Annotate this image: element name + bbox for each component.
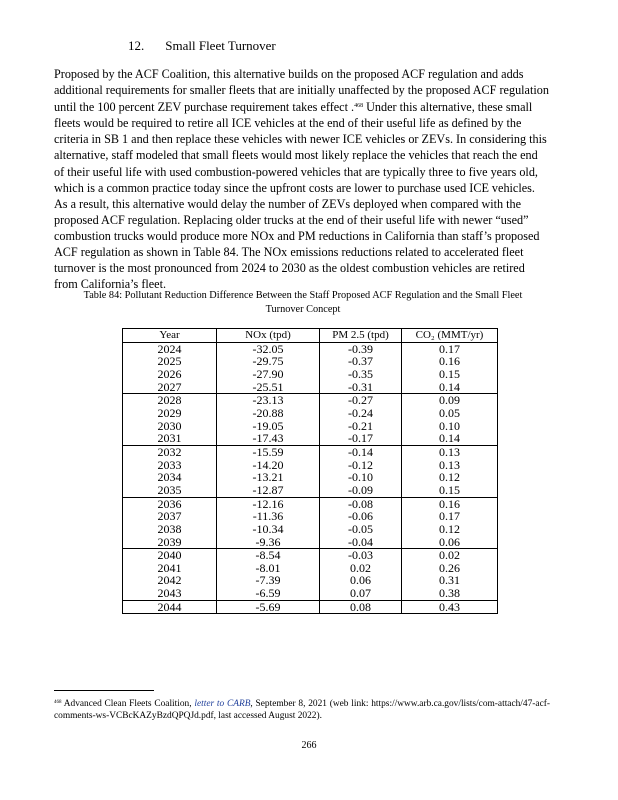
footnote-text-part1: Advanced Clean Fleets Coalition,: [61, 699, 195, 709]
cell-pm25: -0.10: [320, 471, 402, 484]
paragraph-text-part1: Proposed by the ACF Coalition, this alternative builds on the proposed ACF regulation and adds additional requirements for smaller fleets that are initially unaffected by the proposed ACF regulation until the 100 percent ZEV purchase requirement takes effect .: [54, 67, 549, 115]
cell-co2: 0.16: [402, 497, 498, 510]
footnote-text-part2: , September 8, 2021 (web link: https://www.arb.ca.gov/lists/com-attach/47-acf-comments-ws-VCBcKAZyBzdQPQJd.pdf, last accessed August 2022).: [54, 699, 550, 721]
cell-pm25: -0.06: [320, 510, 402, 523]
table-row: [123, 471, 498, 484]
table-row: [123, 523, 498, 536]
cell-co2: 0.14: [402, 432, 498, 445]
footnote: [54, 697, 550, 722]
footnote-marker: 468: [54, 700, 62, 705]
cell-co2: 0.17: [402, 342, 498, 355]
cell-co2: 0.12: [402, 523, 498, 536]
footnote-divider: [54, 690, 154, 691]
table-row: [123, 587, 498, 600]
paragraph-text-part2: Under this alternative, these small fleets would be required to retire all ICE vehicles at the end of their useful life as defined by the criteria in SB 1 and then replace these vehicles with newer ICE vehicles or ZEVs. In considering this alternative, staff modeled that small fleets would most likely replace the vehicles that reach the end of their useful life with used combustion-powered vehicles that are typically three to five years old, which is a common practice today since the upfront costs are lower to purchase used ICE vehicles. As a result, this alternative would delay the number of ZEVs deployed when compared with the proposed ACF regulation. Replacing older trucks at the end of their useful life with newer “used” combustion trucks would produce more NOx and PM reductions in California than staff’s proposed ACF regulation as shown in Table 84. The NOx emissions reductions related to accelerated fleet turnover is the most pronounced from 2024 to 2030 as the oldest combustion vehicles are retired from California’s fleet.: [54, 100, 547, 292]
cell-year: 2034: [123, 471, 217, 484]
cell-nox: -7.39: [217, 574, 320, 587]
page-number: 266: [301, 740, 317, 751]
cell-year: 2043: [123, 587, 217, 600]
cell-co2: 0.13: [402, 445, 498, 458]
cell-pm25: -0.35: [320, 368, 402, 381]
cell-year: 2025: [123, 355, 217, 368]
table-row: [123, 484, 498, 497]
cell-pm25: -0.21: [320, 420, 402, 433]
cell-pm25: -0.04: [320, 536, 402, 549]
cell-pm25: -0.17: [320, 432, 402, 445]
cell-year: 2026: [123, 368, 217, 381]
cell-year: 2028: [123, 394, 217, 407]
cell-year: 2033: [123, 459, 217, 472]
cell-nox: -20.88: [217, 407, 320, 420]
header-co2: CO₂ (MMT/yr): [402, 329, 498, 343]
cell-pm25: 0.06: [320, 574, 402, 587]
pollutant-table: [122, 328, 498, 614]
cell-co2: 0.15: [402, 484, 498, 497]
table-row: [123, 549, 498, 562]
table-row: [123, 536, 498, 549]
footnote-link[interactable]: letter to CARB: [194, 699, 251, 709]
cell-nox: -14.20: [217, 459, 320, 472]
table-row: [123, 432, 498, 445]
cell-nox: -11.36: [217, 510, 320, 523]
cell-nox: -23.13: [217, 394, 320, 407]
cell-pm25: 0.08: [320, 600, 402, 614]
table-row: [123, 394, 498, 407]
cell-nox: -27.90: [217, 368, 320, 381]
table-row: [123, 407, 498, 420]
cell-pm25: 0.07: [320, 587, 402, 600]
cell-pm25: -0.05: [320, 523, 402, 536]
cell-year: 2029: [123, 407, 217, 420]
table-row: [123, 510, 498, 523]
cell-co2: 0.06: [402, 536, 498, 549]
section-title: Small Fleet Turnover: [165, 38, 276, 53]
cell-year: 2031: [123, 432, 217, 445]
cell-co2: 0.09: [402, 394, 498, 407]
cell-nox: -17.43: [217, 432, 320, 445]
table-row: [123, 445, 498, 458]
cell-co2: 0.31: [402, 574, 498, 587]
table-row: [123, 368, 498, 381]
cell-year: 2038: [123, 523, 217, 536]
cell-nox: -12.87: [217, 484, 320, 497]
cell-nox: -13.21: [217, 471, 320, 484]
cell-nox: -5.69: [217, 600, 320, 614]
cell-pm25: 0.02: [320, 562, 402, 575]
cell-co2: 0.38: [402, 587, 498, 600]
cell-pm25: -0.24: [320, 407, 402, 420]
cell-pm25: -0.37: [320, 355, 402, 368]
cell-co2: 0.12: [402, 471, 498, 484]
cell-nox: -8.01: [217, 562, 320, 575]
cell-nox: -25.51: [217, 381, 320, 394]
cell-co2: 0.16: [402, 355, 498, 368]
cell-pm25: -0.08: [320, 497, 402, 510]
cell-year: 2041: [123, 562, 217, 575]
cell-co2: 0.26: [402, 562, 498, 575]
header-year: Year: [123, 329, 217, 343]
cell-co2: 0.13: [402, 459, 498, 472]
cell-year: 2040: [123, 549, 217, 562]
cell-co2: 0.15: [402, 368, 498, 381]
table-row: [123, 600, 498, 614]
cell-nox: -10.34: [217, 523, 320, 536]
cell-co2: 0.43: [402, 600, 498, 614]
header-pm25: PM 2.5 (tpd): [320, 329, 402, 343]
cell-year: 2036: [123, 497, 217, 510]
body-paragraph: [54, 66, 550, 292]
cell-year: 2030: [123, 420, 217, 433]
cell-nox: -19.05: [217, 420, 320, 433]
footnote-reference[interactable]: 468: [354, 103, 364, 110]
table-header-row: [123, 329, 498, 343]
cell-nox: -29.75: [217, 355, 320, 368]
cell-nox: -6.59: [217, 587, 320, 600]
cell-pm25: -0.09: [320, 484, 402, 497]
cell-nox: -32.05: [217, 342, 320, 355]
cell-co2: 0.05: [402, 407, 498, 420]
cell-year: 2042: [123, 574, 217, 587]
cell-co2: 0.14: [402, 381, 498, 394]
cell-co2: 0.10: [402, 420, 498, 433]
cell-year: 2027: [123, 381, 217, 394]
cell-nox: -9.36: [217, 536, 320, 549]
cell-nox: -8.54: [217, 549, 320, 562]
cell-pm25: -0.12: [320, 459, 402, 472]
cell-year: 2024: [123, 342, 217, 355]
cell-year: 2035: [123, 484, 217, 497]
cell-co2: 0.17: [402, 510, 498, 523]
table-body: [123, 342, 498, 614]
cell-pm25: -0.03: [320, 549, 402, 562]
cell-nox: -15.59: [217, 445, 320, 458]
header-nox: NOx (tpd): [217, 329, 320, 343]
cell-co2: 0.02: [402, 549, 498, 562]
cell-pm25: -0.39: [320, 342, 402, 355]
cell-year: 2037: [123, 510, 217, 523]
cell-pm25: -0.14: [320, 445, 402, 458]
cell-year: 2039: [123, 536, 217, 549]
cell-pm25: -0.27: [320, 394, 402, 407]
cell-year: 2032: [123, 445, 217, 458]
cell-pm25: -0.31: [320, 381, 402, 394]
section-heading: [128, 38, 276, 54]
section-number: 12.: [128, 38, 145, 53]
table-row: [123, 381, 498, 394]
cell-nox: -12.16: [217, 497, 320, 510]
table-caption: Table 84: Pollutant Reduction Difference Between the Staff Proposed ACF Regulation and the Small Fleet Turnover Concept: [83, 290, 523, 315]
cell-year: 2044: [123, 600, 217, 614]
